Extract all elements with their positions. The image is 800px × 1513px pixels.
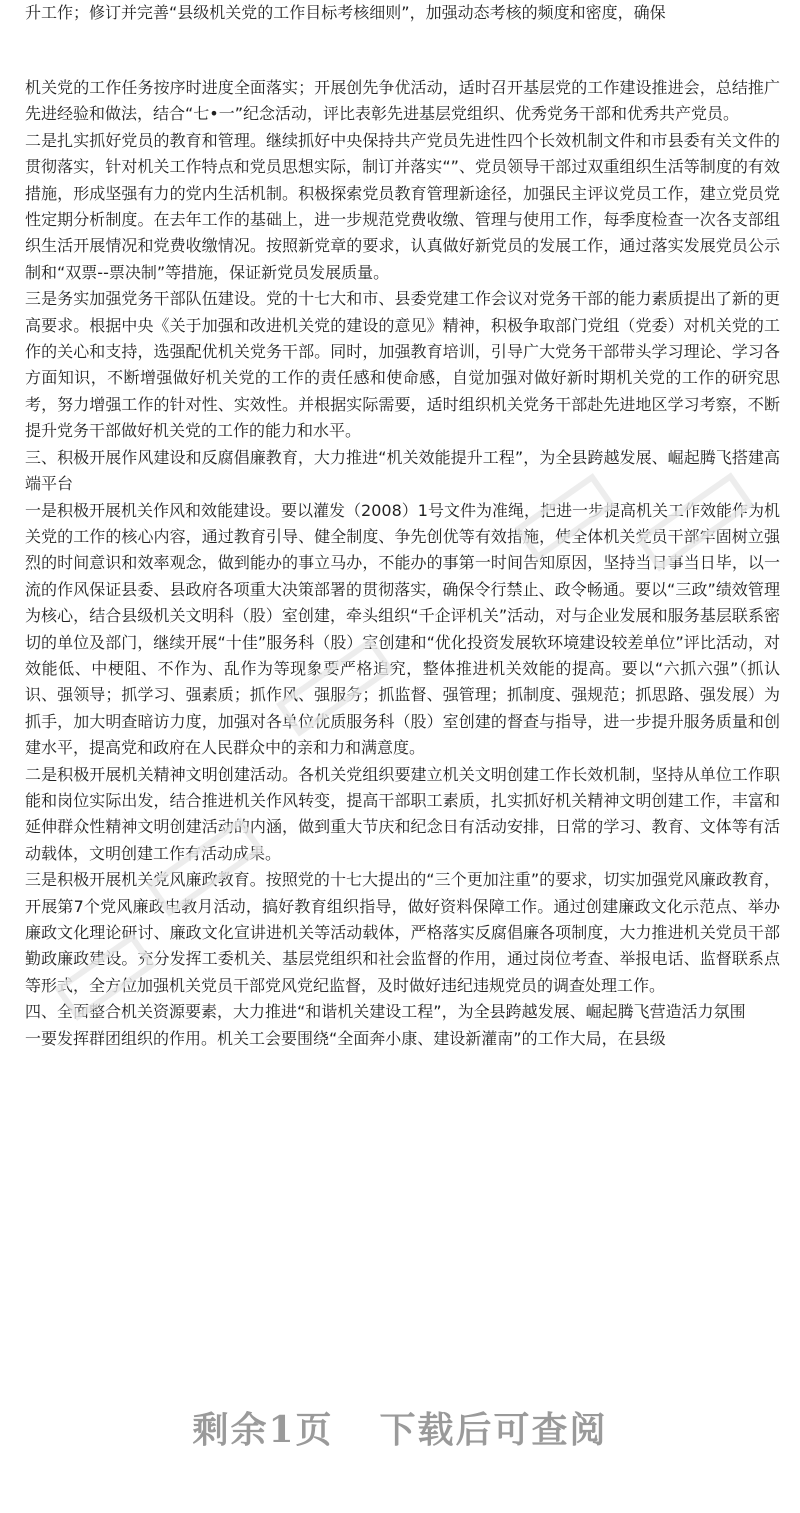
section-heading: 四、全面整合机关资源要素，大力推进“和谐机关建设工程”，为全县跨越发展、崛起腾飞营造活力氛围 (25, 1002, 746, 1022)
download-to-view-label[interactable]: 下载后可查阅 (379, 1409, 608, 1451)
section-heading: 三、积极开展作风建设和反腐倡廉教育，大力推进“机关效能提升工程”，为全县跨越发展、崛起腾飞搭建高端平台 (25, 447, 780, 494)
remaining-pages-label: 剩余1页 (192, 1409, 334, 1451)
paragraph: 机关党的工作任务按序时进度全面落实；开展创先争优活动，适时召开基层党的工作建设推进会，总结推广先进经验和做法，结合“七•一”纪念活动，评比表彰先进基层党组织、优秀党务干部和优秀共产党员。 (25, 78, 780, 124)
paragraph: 二是积极开展机关精神文明创建活动。各机关党组织要建立机关文明创建工作长效机制，坚持从单位工作职能和岗位实际出发，结合推进机关作风转变，提高干部职工素质，扎实抓好机关精神文明创建工作，丰富和延伸群众性精神文明创建活动的内涵，做到重大节庆和纪念日有活动安排，日常的学习、教育、文体等有活动载体，文明创建工作有活动成果。 (25, 764, 780, 863)
download-banner[interactable] (0, 1402, 800, 1453)
previous-page-fragment: 升工作；修订并完善“县级机关党的工作目标考核细则”，加强动态考核的频度和密度，确保 (25, 3, 666, 22)
paragraph: 一是积极开展机关作风和效能建设。要以灌发（2008）1号文件为准绳，把进一步提高机关工作效能作为机关党的工作的核心内容，通过教育引导、健全制度、争先创优等有效措施，使全体机关党员干部牢固树立强烈的时间意识和效率观念，做到能办的事立马办，不能办的事第一时间告知原因，坚持当日事当日毕，以一流的作风保证县委、县政府各项重大决策部署的贯彻落实，确保令行禁止、政令畅通。要以“三政”绩效管理为核心，结合县级机关文明科（股）室创建，牵头组织“千企评机关”活动，对与企业发展和服务基层联系密切的单位及部门，继续开展“十佳”服务科（股）室创建和“优化投资发展软环境建设较差单位”评比活动，对效能低、中梗阻、不作为、乱作为等现象要严格追究，整体推进机关效能的提高。要以“六抓六强”（抓认识、强领导；抓学习、强素质；抓作风、强服务；抓监督、强管理；抓制度、强规范；抓思路、强发展）为抓手，加大明查暗访力度，加强对各单位优质服务科（股）室创建的督查与指导，进一步提升服务质量和创建水平，提高党和政府在人民群众中的亲和力和满意度。 (25, 500, 780, 758)
paragraph: 二是扎实抓好党员的教育和管理。继续抓好中央保持共产党员先进性四个长效机制文件和市县委有关文件的贯彻落实，针对机关工作特点和党员思想实际，制订并落实“”、党员领导干部过双重组织生活等制度的有效措施，形成坚强有力的党内生活机制。积极探索党员教育管理新途径，加强民主评议党员工作，建立党员党性定期分析制度。在去年工作的基础上，进一步规范党费收缴、管理与使用工作，每季度检查一次各支部组织生活开展情况和党费收缴情况。按照新党章的要求，认真做好新党员的发展工作，通过落实发展党员公示制和“双票--票决制”等措施，保证新党员发展质量。 (25, 130, 780, 282)
document-body (25, 75, 780, 1052)
paragraph: 三是积极开展机关党风廉政教育。按照党的十七大提出的“三个更加注重”的要求，切实加强党风廉政教育，开展第7个党风廉政电教月活动，搞好教育组织指导，做好资料保障工作。通过创建廉政文化示范点、举办廉政文化理论研讨、廉政文化宣讲进机关等活动载体，严格落实反腐倡廉各项制度，大力推进机关党员干部勤政廉政建设。充分发挥工委机关、基层党组织和社会监督的作用，通过岗位考查、举报电话、监督联系点等形式，全方位加强机关党员干部党风党纪监督，及时做好违纪违规党员的调查处理工作。 (25, 870, 780, 995)
paragraph: 一要发挥群团组织的作用。机关工会要围绕“全面奔小康、建设新灌南”的工作大局，在县级 (25, 1028, 666, 1048)
paragraph: 三是务实加强党务干部队伍建设。党的十七大和市、县委党建工作会议对党务干部的能力素质提出了新的更高要求。根据中央《关于加强和改进机关党的建设的意见》精神，积极争取部门党组（党委）对机关党的工作的关心和支持，选强配优机关党务干部。同时，加强教育培训，引导广大党务干部带头学习理论、学习各方面知识，不断增强做好机关党的工作的责任感和使命感，自觉加强对做好新时期机关党的工作的研究思考，努力增强工作的针对性、实效性。并根据实际需要，适时组织机关党务干部赴先进地区学习考察，不断提升党务干部做好机关党的工作的能力和水平。 (25, 289, 780, 441)
